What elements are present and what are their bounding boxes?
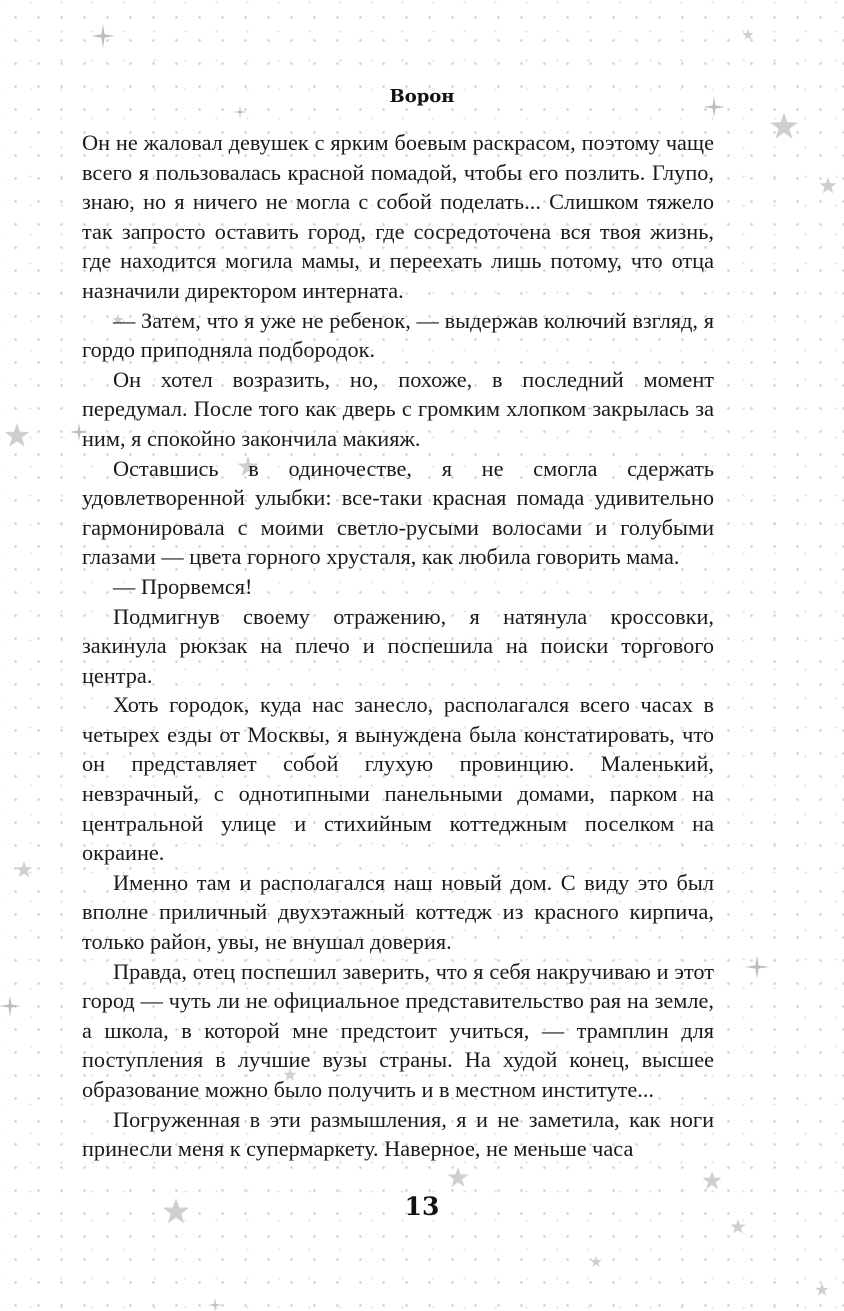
sparkle-icon [233, 105, 246, 118]
paragraph: Оставшись в одиночестве, я не смогла сдержать удовлетворенной улыбки: все-таки красная помада удивительно гармонировала с моими светло-русыми волосами и голубыми глазами — цвета горного хрусталя, как любила говорить мама. [82, 455, 714, 570]
sparkle-icon [745, 955, 769, 979]
paragraph: Хоть городок, куда нас занесло, располагался всего часах в четырех езды от Москвы, я вынуждена была констатировать, что он представляет собой глухую провинцию. Маленький, невзрачный, с однотипными панельными домами, парком на центральной улице и стихийным коттеджным поселком на окраине. [82, 692, 714, 866]
paragraph: Погруженная в эти размышления, я и не заметила, как ноги принесли меня к супермаркету. Наверное, не меньше часа [82, 1106, 714, 1162]
star-icon [702, 1171, 721, 1189]
star-icon [742, 29, 753, 40]
star-icon [5, 423, 30, 447]
star-icon [730, 1219, 745, 1233]
running-head: Ворон [389, 86, 455, 107]
star-icon [15, 861, 32, 877]
star-icon [815, 1283, 828, 1296]
star-icon [819, 177, 836, 193]
star-icon [770, 113, 798, 139]
sparkle-icon [91, 24, 115, 48]
paragraph: — Прорвемся! [113, 573, 253, 599]
star-icon [590, 1256, 601, 1267]
page-number: 13 [404, 1192, 440, 1221]
chapter-text [82, 128, 714, 1164]
paragraph: Он не жаловал девушек с ярким боевым раскрасом, поэтому чаще всего я пользовалась красной помадой, чтобы его позлить. Глупо, знаю, но я ничего не могла с собой поделать... Слишком тяжело так запросто оставить город, где сосредоточена вся твоя жизнь, где находится могила мамы, и переехать лишь потому, что отца назначили директором интерната. [82, 130, 714, 303]
sparkle-icon [0, 995, 21, 1017]
paragraph: Правда, отец поспешил заверить, что я себя накручиваю и этот город — чуть ли не официальное представительство рая на земле, а школа, в которой мне предстоит учиться, — трамплин для поступления в лучшие вузы страны. На худой конец, высшее образование можно было получить и в местном институте... [82, 958, 714, 1102]
paragraph: Подмигнув своему отражению, я натянула кроссовки, закинула рюкзак на плечо и поспешила на поиски торгового центра. [82, 603, 714, 688]
paragraph: Он хотел возразить, но, похоже, в последний момент передумал. После того как дверь с громким хлопком закрылась за ним, я спокойно закончила макияж. [82, 366, 714, 451]
star-icon [448, 1167, 469, 1187]
paragraph: Именно там и располагался наш новый дом. С виду это был вполне приличный двухэтажный коттедж из красного кирпича, только район, увы, не внушал доверия. [82, 869, 714, 955]
paragraph: — Затем, что я уже не ребенок, — выдержав колючий взгляд, я гордо приподняла подбородок. [82, 307, 714, 363]
sparkle-icon [208, 1298, 222, 1311]
